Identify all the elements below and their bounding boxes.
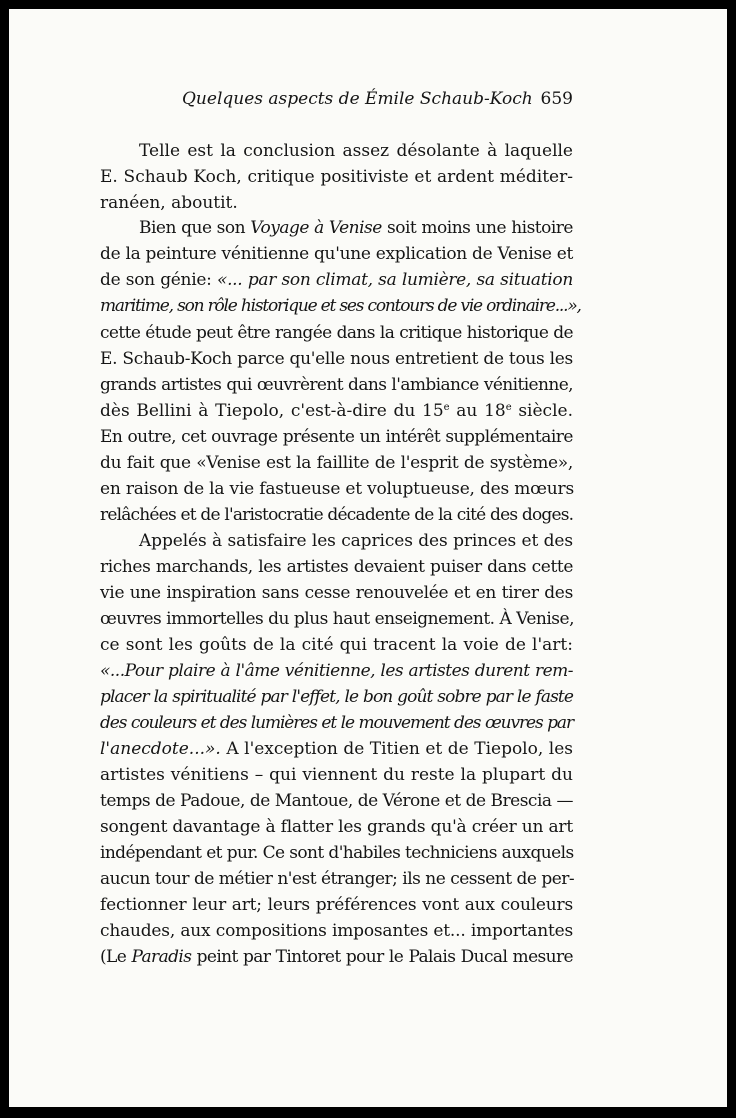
quotation: maritime, son rôle historique et ses contours de vie ordinaire...», [100, 296, 581, 316]
quotation: placer la spiritualité par l'effet, le bon goût sobre par le faste [100, 687, 573, 707]
text-line [100, 685, 573, 709]
text-line: chaudes, aux compositions imposantes et... importantes [100, 921, 573, 941]
page [9, 9, 727, 1107]
text-line: aucun tour de métier n'est étranger; ils ne cessent de per- [100, 869, 575, 889]
text-line: vie une inspiration sans cesse renouvelée et en tirer des [100, 583, 573, 603]
text-line: dès Bellini à Tiepolo, c'est-à-dire du 15e au 18e siècle. [100, 401, 573, 421]
text-line: relâchées et de l'aristocratie décadente de la cité des doges. [100, 505, 574, 525]
book-title: Voyage à Venise [250, 218, 382, 238]
text-line: Appelés à satisfaire les caprices des princes et des [139, 531, 573, 551]
page-number: 659 [540, 89, 573, 109]
text-line: de son génie: «... par son climat, sa lumière, sa situation [100, 270, 573, 290]
text-line: l'anecdote...». A l'exception de Titien et de Tiepolo, les [100, 739, 573, 759]
text-line: ranéen, aboutit. [100, 193, 238, 213]
text-line: du fait que «Venise est la faillite de l'esprit de système», [100, 453, 573, 473]
running-title: Quelques aspects de Émile Schaub-Koch [182, 89, 533, 109]
text-line: E. Schaub Koch, critique positiviste et ardent méditer- [100, 167, 573, 187]
text-line: œuvres immortelles du plus haut enseignement. À Venise, [100, 609, 574, 629]
text-line: de la peinture vénitienne qu'une explication de Venise et [100, 244, 574, 264]
text-line [100, 711, 573, 735]
artwork-title: Paradis [131, 947, 192, 967]
text-line: En outre, cet ouvrage présente un intérêt supplémentaire [100, 427, 573, 447]
quotation: «... par son climat, sa lumière, sa situation [216, 270, 573, 290]
text-line: temps de Padoue, de Mantoue, de Vérone et de Brescia — [100, 791, 573, 811]
quotation: «...Pour plaire à l'âme vénitienne, les artistes durent rem- [100, 661, 573, 681]
text-line: en raison de la vie fastueuse et voluptueuse, des mœurs [100, 479, 574, 499]
text-line: cette étude peut être rangée dans la critique historique de [100, 323, 573, 343]
text-line: grands artistes qui œuvrèrent dans l'ambiance vénitienne, [100, 375, 573, 395]
text-line: ce sont les goûts de la cité qui tracent la voie de l'art: [100, 635, 573, 655]
text-line [100, 294, 581, 318]
text-line: songent davantage à flatter les grands qu'à créer un art [100, 817, 573, 837]
text-line: Telle est la conclusion assez désolante à laquelle [139, 141, 573, 161]
text-line: fectionner leur art; leurs préférences vont aux couleurs [100, 895, 573, 915]
quotation: l'anecdote...». [100, 739, 221, 759]
quotation: des couleurs et des lumières et le mouvement des œuvres par [100, 713, 573, 733]
text-line: E. Schaub-Koch parce qu'elle nous entretient de tous les [100, 349, 573, 369]
text-line: (Le Paradis peint par Tintoret pour le Palais Ducal mesure [100, 947, 573, 967]
text-line [100, 659, 573, 683]
text-line: riches marchands, les artistes devaient puiser dans cette [100, 557, 573, 577]
text-line: Bien que son Voyage à Venise soit moins une histoire [139, 218, 573, 238]
running-header [182, 88, 573, 110]
text-line: indépendant et pur. Ce sont d'habiles techniciens auxquels [100, 843, 574, 863]
text-line: artistes vénitiens – qui viennent du reste la plupart du [100, 765, 573, 785]
